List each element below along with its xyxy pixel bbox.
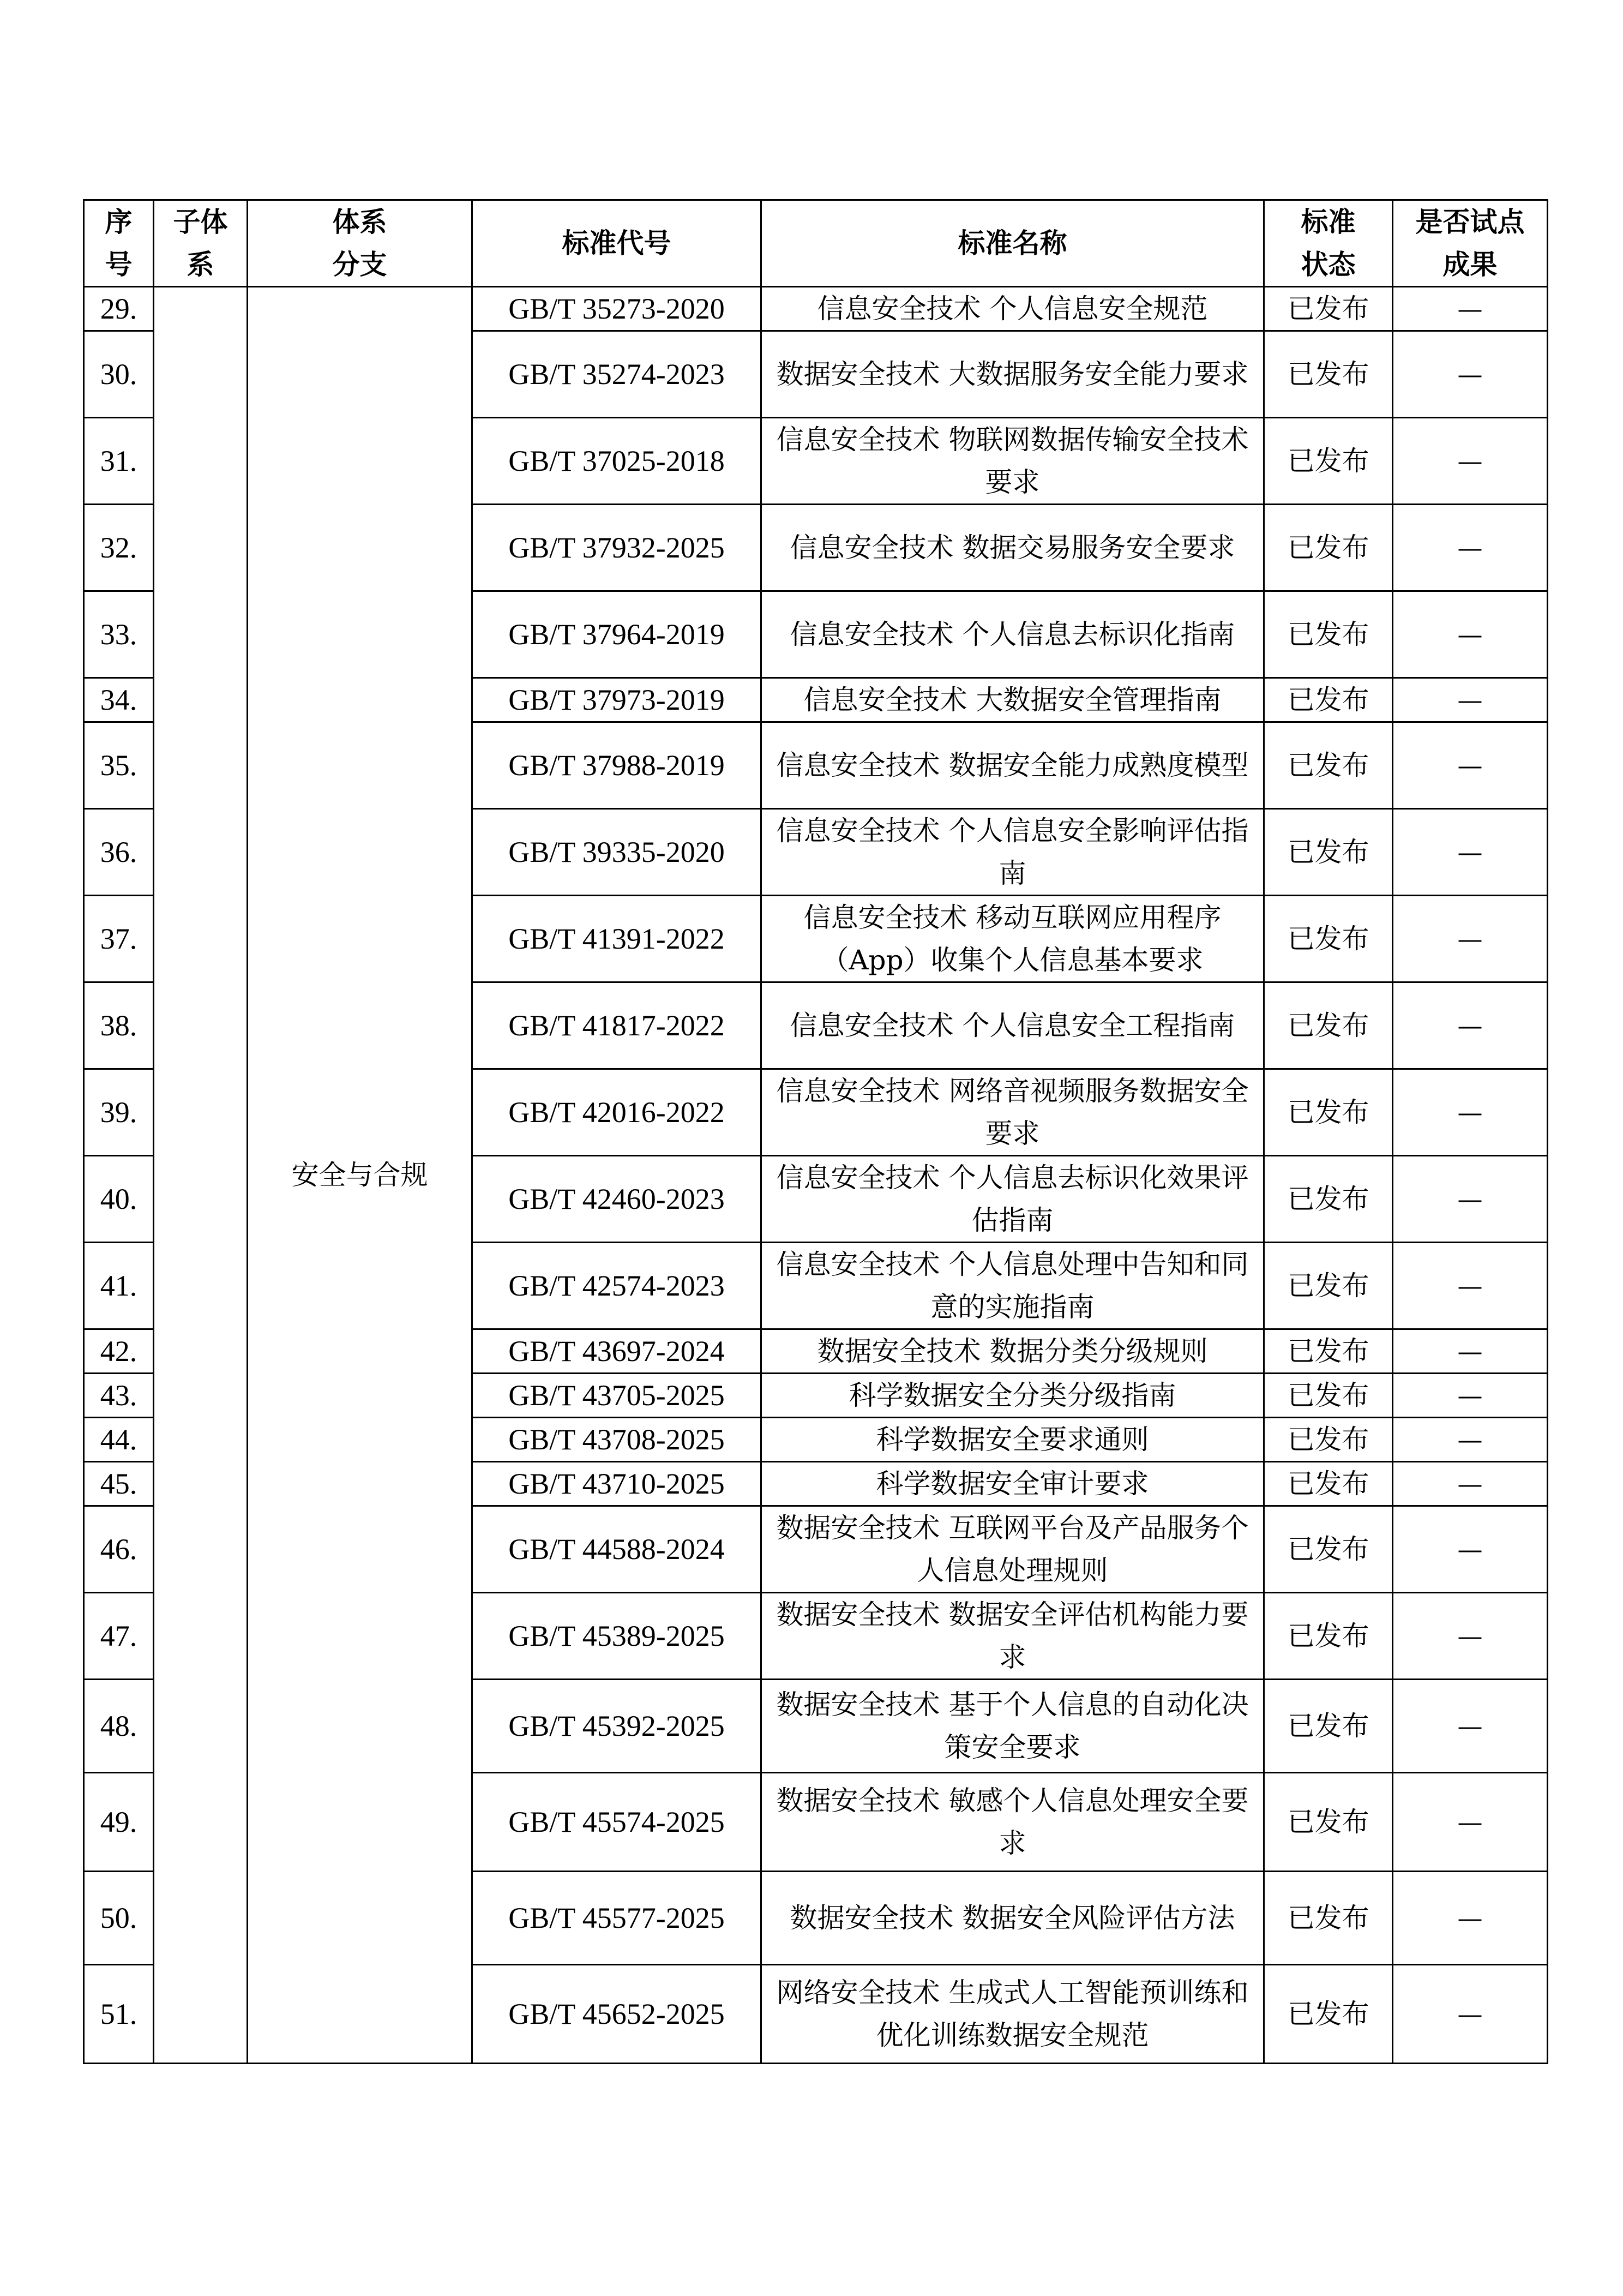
header-pilot (1393, 200, 1548, 287)
pilot-result: — (1393, 896, 1548, 982)
header-branch-line2: 分支 (332, 248, 387, 280)
pilot-result: — (1393, 982, 1548, 1069)
pilot-result: — (1393, 287, 1548, 331)
standard-name: 信息安全技术 个人信息安全规范 (761, 287, 1264, 331)
standard-code: GB/T 45577-2025 (472, 1872, 761, 1965)
standard-code: GB/T 45389-2025 (472, 1593, 761, 1680)
standard-name: 数据安全技术 敏感个人信息处理安全要求 (761, 1773, 1264, 1872)
standard-code: GB/T 42016-2022 (472, 1069, 761, 1156)
standard-status: 已发布 (1264, 1872, 1393, 1965)
row-number: 37. (84, 896, 154, 982)
standard-status: 已发布 (1264, 1329, 1393, 1374)
standard-code: GB/T 45652-2025 (472, 1965, 761, 2064)
standard-code: GB/T 37932-2025 (472, 505, 761, 591)
pilot-result: — (1393, 418, 1548, 505)
row-number: 47. (84, 1593, 154, 1680)
standard-name: 数据安全技术 数据分类分级规则 (761, 1329, 1264, 1374)
row-number: 29. (84, 287, 154, 331)
pilot-result: — (1393, 505, 1548, 591)
header-subsystem-line1: 子体 (173, 206, 228, 238)
standard-code: GB/T 41817-2022 (472, 982, 761, 1069)
standard-status: 已发布 (1264, 1506, 1393, 1593)
standard-status: 已发布 (1264, 809, 1393, 896)
table-body (84, 287, 1548, 2064)
standard-name: 数据安全技术 互联网平台及产品服务个人信息处理规则 (761, 1506, 1264, 1593)
standard-code: GB/T 42460-2023 (472, 1156, 761, 1243)
standard-code: GB/T 39335-2020 (472, 809, 761, 896)
pilot-result: — (1393, 1418, 1548, 1462)
standard-code: GB/T 43705-2025 (472, 1374, 761, 1418)
standard-name: 科学数据安全审计要求 (761, 1462, 1264, 1506)
header-branch-line1: 体系 (332, 206, 387, 238)
standard-status: 已发布 (1264, 287, 1393, 331)
standard-status: 已发布 (1264, 896, 1393, 982)
header-branch (248, 200, 472, 287)
row-number: 31. (84, 418, 154, 505)
header-pilot-line2: 成果 (1442, 248, 1498, 280)
row-number: 36. (84, 809, 154, 896)
pilot-result: — (1393, 809, 1548, 896)
standard-status: 已发布 (1264, 1374, 1393, 1418)
standard-status: 已发布 (1264, 722, 1393, 809)
standard-status: 已发布 (1264, 1680, 1393, 1773)
standard-name: 信息安全技术 物联网数据传输安全技术要求 (761, 418, 1264, 505)
standard-name: 信息安全技术 数据交易服务安全要求 (761, 505, 1264, 591)
row-number: 40. (84, 1156, 154, 1243)
pilot-result: — (1393, 1965, 1548, 2064)
standard-name: 信息安全技术 个人信息安全影响评估指南 (761, 809, 1264, 896)
standard-name: 数据安全技术 数据安全评估机构能力要求 (761, 1593, 1264, 1680)
header-code: 标准代号 (472, 200, 761, 287)
standard-name: 科学数据安全分类分级指南 (761, 1374, 1264, 1418)
pilot-result: — (1393, 1872, 1548, 1965)
standard-status: 已发布 (1264, 1965, 1393, 2064)
row-number: 44. (84, 1418, 154, 1462)
standard-code: GB/T 45392-2025 (472, 1680, 761, 1773)
standard-name: 信息安全技术 个人信息去标识化效果评估指南 (761, 1156, 1264, 1243)
standard-code: GB/T 43710-2025 (472, 1462, 761, 1506)
standard-name: 数据安全技术 基于个人信息的自动化决策安全要求 (761, 1680, 1264, 1773)
standard-name: 信息安全技术 个人信息处理中告知和同意的实施指南 (761, 1243, 1264, 1329)
header-seq-line1: 序 (105, 206, 133, 238)
standard-code: GB/T 37973-2019 (472, 678, 761, 722)
standard-name: 网络安全技术 生成式人工智能预训练和优化训练数据安全规范 (761, 1965, 1264, 2064)
pilot-result: — (1393, 1329, 1548, 1374)
standard-code: GB/T 35273-2020 (472, 287, 761, 331)
standard-code: GB/T 44588-2024 (472, 1506, 761, 1593)
pilot-result: — (1393, 1243, 1548, 1329)
row-number: 51. (84, 1965, 154, 2064)
standard-status: 已发布 (1264, 982, 1393, 1069)
row-number: 39. (84, 1069, 154, 1156)
row-number: 50. (84, 1872, 154, 1965)
standard-status: 已发布 (1264, 1462, 1393, 1506)
branch-cell: 安全与合规 (248, 287, 472, 2064)
row-number: 33. (84, 591, 154, 678)
standard-name: 信息安全技术 个人信息安全工程指南 (761, 982, 1264, 1069)
row-number: 32. (84, 505, 154, 591)
row-number: 34. (84, 678, 154, 722)
standard-status: 已发布 (1264, 1156, 1393, 1243)
standard-code: GB/T 43697-2024 (472, 1329, 761, 1374)
standard-status: 已发布 (1264, 1418, 1393, 1462)
row-number: 41. (84, 1243, 154, 1329)
subsystem-cell (154, 287, 248, 2064)
standard-status: 已发布 (1264, 1773, 1393, 1872)
standard-name: 信息安全技术 网络音视频服务数据安全要求 (761, 1069, 1264, 1156)
standards-table (83, 199, 1548, 2064)
header-status (1264, 200, 1393, 287)
pilot-result: — (1393, 1680, 1548, 1773)
standard-code: GB/T 37964-2019 (472, 591, 761, 678)
standard-status: 已发布 (1264, 505, 1393, 591)
pilot-result: — (1393, 1593, 1548, 1680)
standard-status: 已发布 (1264, 591, 1393, 678)
standard-name: 信息安全技术 大数据安全管理指南 (761, 678, 1264, 722)
standard-name: 信息安全技术 数据安全能力成熟度模型 (761, 722, 1264, 809)
header-pilot-line1: 是否试点 (1415, 206, 1525, 238)
table-row (84, 287, 1548, 331)
standard-code: GB/T 41391-2022 (472, 896, 761, 982)
header-status-line2: 状态 (1301, 248, 1356, 280)
standard-name: 数据安全技术 数据安全风险评估方法 (761, 1872, 1264, 1965)
standard-status: 已发布 (1264, 331, 1393, 418)
pilot-result: — (1393, 1773, 1548, 1872)
header-seq (84, 200, 154, 287)
standard-code: GB/T 43708-2025 (472, 1418, 761, 1462)
pilot-result: — (1393, 722, 1548, 809)
header-name: 标准名称 (761, 200, 1264, 287)
row-number: 48. (84, 1680, 154, 1773)
standard-code: GB/T 37988-2019 (472, 722, 761, 809)
pilot-result: — (1393, 591, 1548, 678)
standard-status: 已发布 (1264, 1069, 1393, 1156)
row-number: 49. (84, 1773, 154, 1872)
pilot-result: — (1393, 678, 1548, 722)
pilot-result: — (1393, 1156, 1548, 1243)
table-header-row (84, 200, 1548, 287)
standard-name: 科学数据安全要求通则 (761, 1418, 1264, 1462)
pilot-result: — (1393, 1069, 1548, 1156)
header-subsystem-line2: 系 (187, 248, 214, 280)
standard-code: GB/T 42574-2023 (472, 1243, 761, 1329)
header-subsystem (154, 200, 248, 287)
standard-name: 信息安全技术 移动互联网应用程序（App）收集个人信息基本要求 (761, 896, 1264, 982)
standard-code: GB/T 37025-2018 (472, 418, 761, 505)
row-number: 42. (84, 1329, 154, 1374)
row-number: 35. (84, 722, 154, 809)
row-number: 43. (84, 1374, 154, 1418)
pilot-result: — (1393, 1506, 1548, 1593)
standard-code: GB/T 35274-2023 (472, 331, 761, 418)
pilot-result: — (1393, 1374, 1548, 1418)
standard-status: 已发布 (1264, 678, 1393, 722)
standard-code: GB/T 45574-2025 (472, 1773, 761, 1872)
standard-status: 已发布 (1264, 1593, 1393, 1680)
row-number: 46. (84, 1506, 154, 1593)
header-status-line1: 标准 (1301, 206, 1356, 238)
standard-name: 数据安全技术 大数据服务安全能力要求 (761, 331, 1264, 418)
header-seq-line2: 号 (105, 248, 133, 280)
row-number: 45. (84, 1462, 154, 1506)
pilot-result: — (1393, 331, 1548, 418)
row-number: 38. (84, 982, 154, 1069)
standard-status: 已发布 (1264, 1243, 1393, 1329)
standard-status: 已发布 (1264, 418, 1393, 505)
standard-name: 信息安全技术 个人信息去标识化指南 (761, 591, 1264, 678)
pilot-result: — (1393, 1462, 1548, 1506)
row-number: 30. (84, 331, 154, 418)
